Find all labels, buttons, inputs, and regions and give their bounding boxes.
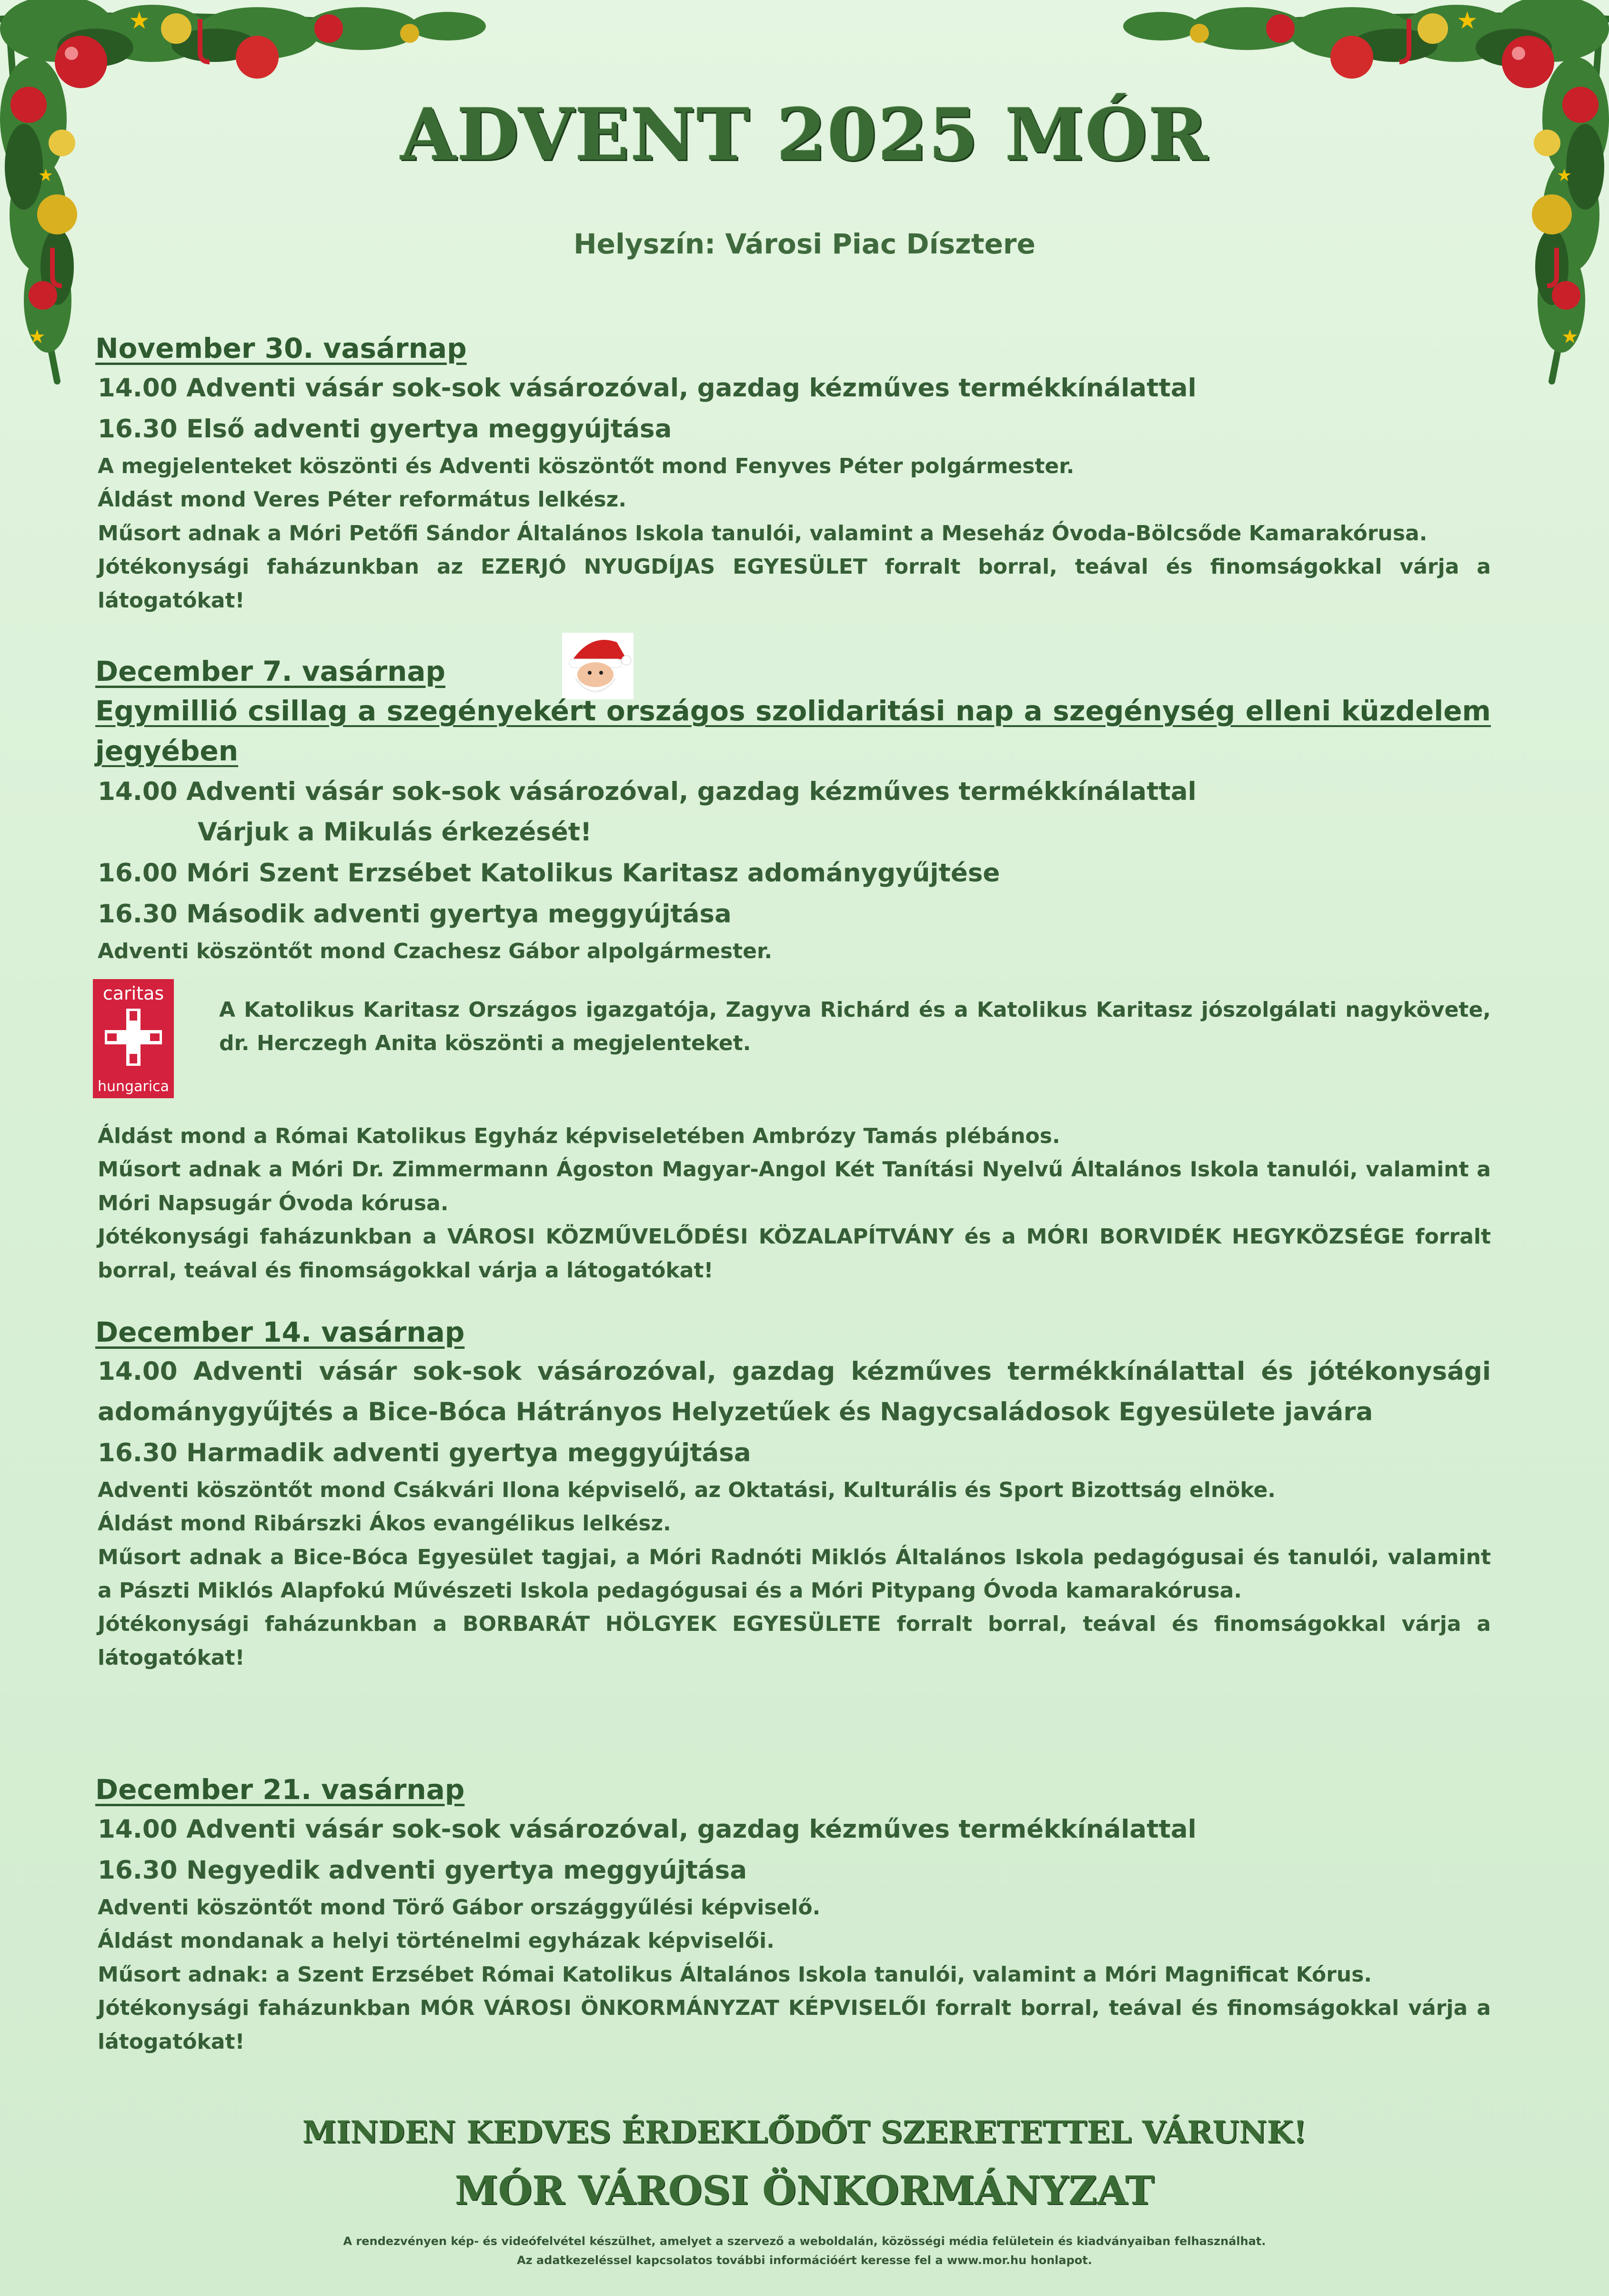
detail-line: Áldást mond a Római Katolikus Egyház képviseletében Ambrózy Tamás plébános. bbox=[98, 1124, 1060, 1148]
day-heading-nov30: November 30. vasárnap bbox=[95, 332, 467, 364]
closing-greeting: MINDEN KEDVES ÉRDEKLŐDŐT SZERETETTEL VÁRUNK! bbox=[302, 2114, 1307, 2150]
program-line: 16.30 Harmadik adventi gyertya meggyújtása bbox=[98, 1438, 751, 1467]
detail-line: Adventi köszöntőt mond Csákvári Ilona képviselő, az Oktatási, Kulturális és Sport Bizottság elnöke. bbox=[98, 1477, 1276, 1502]
program-line: 16.30 Negyedik adventi gyertya meggyújtása bbox=[98, 1856, 747, 1885]
detail-line: Műsort adnak a Móri Dr. Zimmermann Ágoston Magyar-Angol Két Tanítási Nyelvű Általános Iskola tanulói, valamint a Móri Napsugár Óvoda kórusa. bbox=[98, 1157, 1491, 1215]
detail-line: Műsort adnak: a Szent Erzsébet Római Katolikus Általános Iskola tanulói, valamint a Móri Magnificat Kórus. bbox=[98, 1962, 1372, 1987]
solidarity-day-heading: Egymillió csillag a szegényekért országos szolidaritási nap a szegénység elleni küzdelem jegyében bbox=[95, 695, 1491, 768]
detail-line: Műsort adnak a Móri Petőfi Sándor Általános Iskola tanulói, valamint a Meseház Óvoda-Bölcsőde Kamarakórusa. bbox=[98, 521, 1428, 546]
program-line: 16.00 Móri Szent Erzsébet Katolikus Karitasz adománygyűjtése bbox=[98, 859, 1000, 888]
svg-text:★: ★ bbox=[1561, 326, 1579, 348]
caritas-paragraph bbox=[217, 993, 1491, 1061]
program-line: 16.30 Első adventi gyertya meggyújtása bbox=[98, 415, 672, 444]
svg-text:★: ★ bbox=[38, 166, 54, 185]
program-line: 14.00 Adventi vásár sok-sok vásározóval, gazdag kézműves termékkínálattal és jótékonysági adománygyűjtés a Bice-Bóca Hátrányos Helyzetűek és Nagycsaládosok Egyesülete javára bbox=[98, 1357, 1491, 1427]
caritas-hungarica-logo: caritas hungarica bbox=[93, 979, 174, 1098]
section-dec7-details bbox=[95, 1120, 1491, 1287]
day-heading-dec7: December 7. vasárnap bbox=[95, 655, 446, 688]
svg-text:★: ★ bbox=[129, 7, 150, 34]
svg-text:★: ★ bbox=[1457, 7, 1478, 34]
section-dec14 bbox=[95, 1313, 1491, 1675]
program-line: Várjuk a Mikulás érkezését! bbox=[198, 818, 592, 847]
day-heading-dec14: December 14. vasárnap bbox=[95, 1316, 465, 1348]
detail-line: Áldást mond Veres Péter református lelkész. bbox=[98, 487, 627, 512]
detail-line: Adventi köszöntőt mond Czachesz Gábor alpolgármester. bbox=[98, 939, 773, 963]
section-nov30 bbox=[95, 329, 1491, 617]
privacy-note: Az adatkezeléssel kapcsolatos további információért keresse fel a www.mor.hu honlapot. bbox=[517, 2254, 1092, 2267]
detail-line: Áldást mond Ribárszki Ákos evangélikus lelkész. bbox=[98, 1511, 671, 1536]
privacy-note: A rendezvényen kép- és videófelvétel készülhet, amelyet a szervező a weboldalán, közösségi média felületein és kiadványaiban felhasználhat. bbox=[343, 2235, 1266, 2248]
detail-line: A megjelenteket köszönti és Adventi köszöntőt mond Fenyves Péter polgármester. bbox=[98, 454, 1075, 479]
day-heading-dec21: December 21. vasárnap bbox=[95, 1773, 465, 1806]
venue-subtitle: Helyszín: Városi Piac Dísztere bbox=[573, 228, 1036, 260]
detail-line: Műsort adnak a Bice-Bóca Egyesület tagjai, a Móri Radnóti Miklós Általános Iskola pedagógusai és tanulói, valamint a Pászti Miklós Alapfokú Művészeti Iskola pedagógusai és a Móri Pitypang Óvoda kamarakórusa. bbox=[98, 1545, 1491, 1603]
program-line: 14.00 Adventi vásár sok-sok vásározóval, gazdag kézműves termékkínálattal bbox=[98, 1815, 1197, 1844]
program-line: 14.00 Adventi vásár sok-sok vásározóval, gazdag kézműves termékkínálattal bbox=[98, 777, 1197, 806]
detail-line: A Katolikus Karitasz Országos igazgatója, Zagyva Richárd és a Katolikus Karitasz jószolgálati nagykövete, dr. Herczegh Anita köszönti a megjelenteket. bbox=[219, 998, 1491, 1056]
caritas-cross-icon bbox=[105, 1009, 162, 1066]
page-title: ADVENT 2025 MÓR bbox=[400, 93, 1209, 177]
svg-text:★: ★ bbox=[1557, 166, 1572, 185]
organizer-name: MÓR VÁROSI ÖNKORMÁNYZAT bbox=[454, 2168, 1155, 2214]
detail-line: Jótékonysági faházunkban a VÁROSI KÖZMŰVELŐDÉSI KÖZALAPÍTVÁNY és a MÓRI BORVIDÉK HEGYKÖZSÉGE forralt borral, teával és finomságokkal várja a látogatókat! bbox=[98, 1224, 1491, 1283]
section-dec21 bbox=[95, 1770, 1491, 2059]
detail-line: Adventi köszöntőt mond Törő Gábor országgyűlési képviselő. bbox=[98, 1895, 821, 1920]
detail-line: Jótékonysági faházunkban MÓR VÁROSI ÖNKORMÁNYZAT KÉPVISELŐI forralt borral, teával és finomságokkal várja a látogatókat! bbox=[98, 1996, 1491, 2054]
section-dec7 bbox=[95, 652, 1491, 968]
detail-line: Jótékonysági faházunkban az EZERJÓ NYUGDÍJAS EGYESÜLET forralt borral, teával és finomságokkal várja a látogatókat! bbox=[98, 555, 1491, 613]
svg-text:★: ★ bbox=[29, 326, 46, 348]
program-line: 16.30 Második adventi gyertya meggyújtása bbox=[98, 900, 732, 929]
detail-line: Áldást mondanak a helyi történelmi egyházak képviselői. bbox=[98, 1929, 774, 1953]
program-line: 14.00 Adventi vásár sok-sok vásározóval, gazdag kézműves termékkínálattal bbox=[98, 374, 1197, 403]
detail-line: Jótékonysági faházunkban a BORBARÁT HÖLGYEK EGYESÜLETE forralt borral, teával és finomságokkal várja a látogatókat! bbox=[98, 1612, 1491, 1670]
